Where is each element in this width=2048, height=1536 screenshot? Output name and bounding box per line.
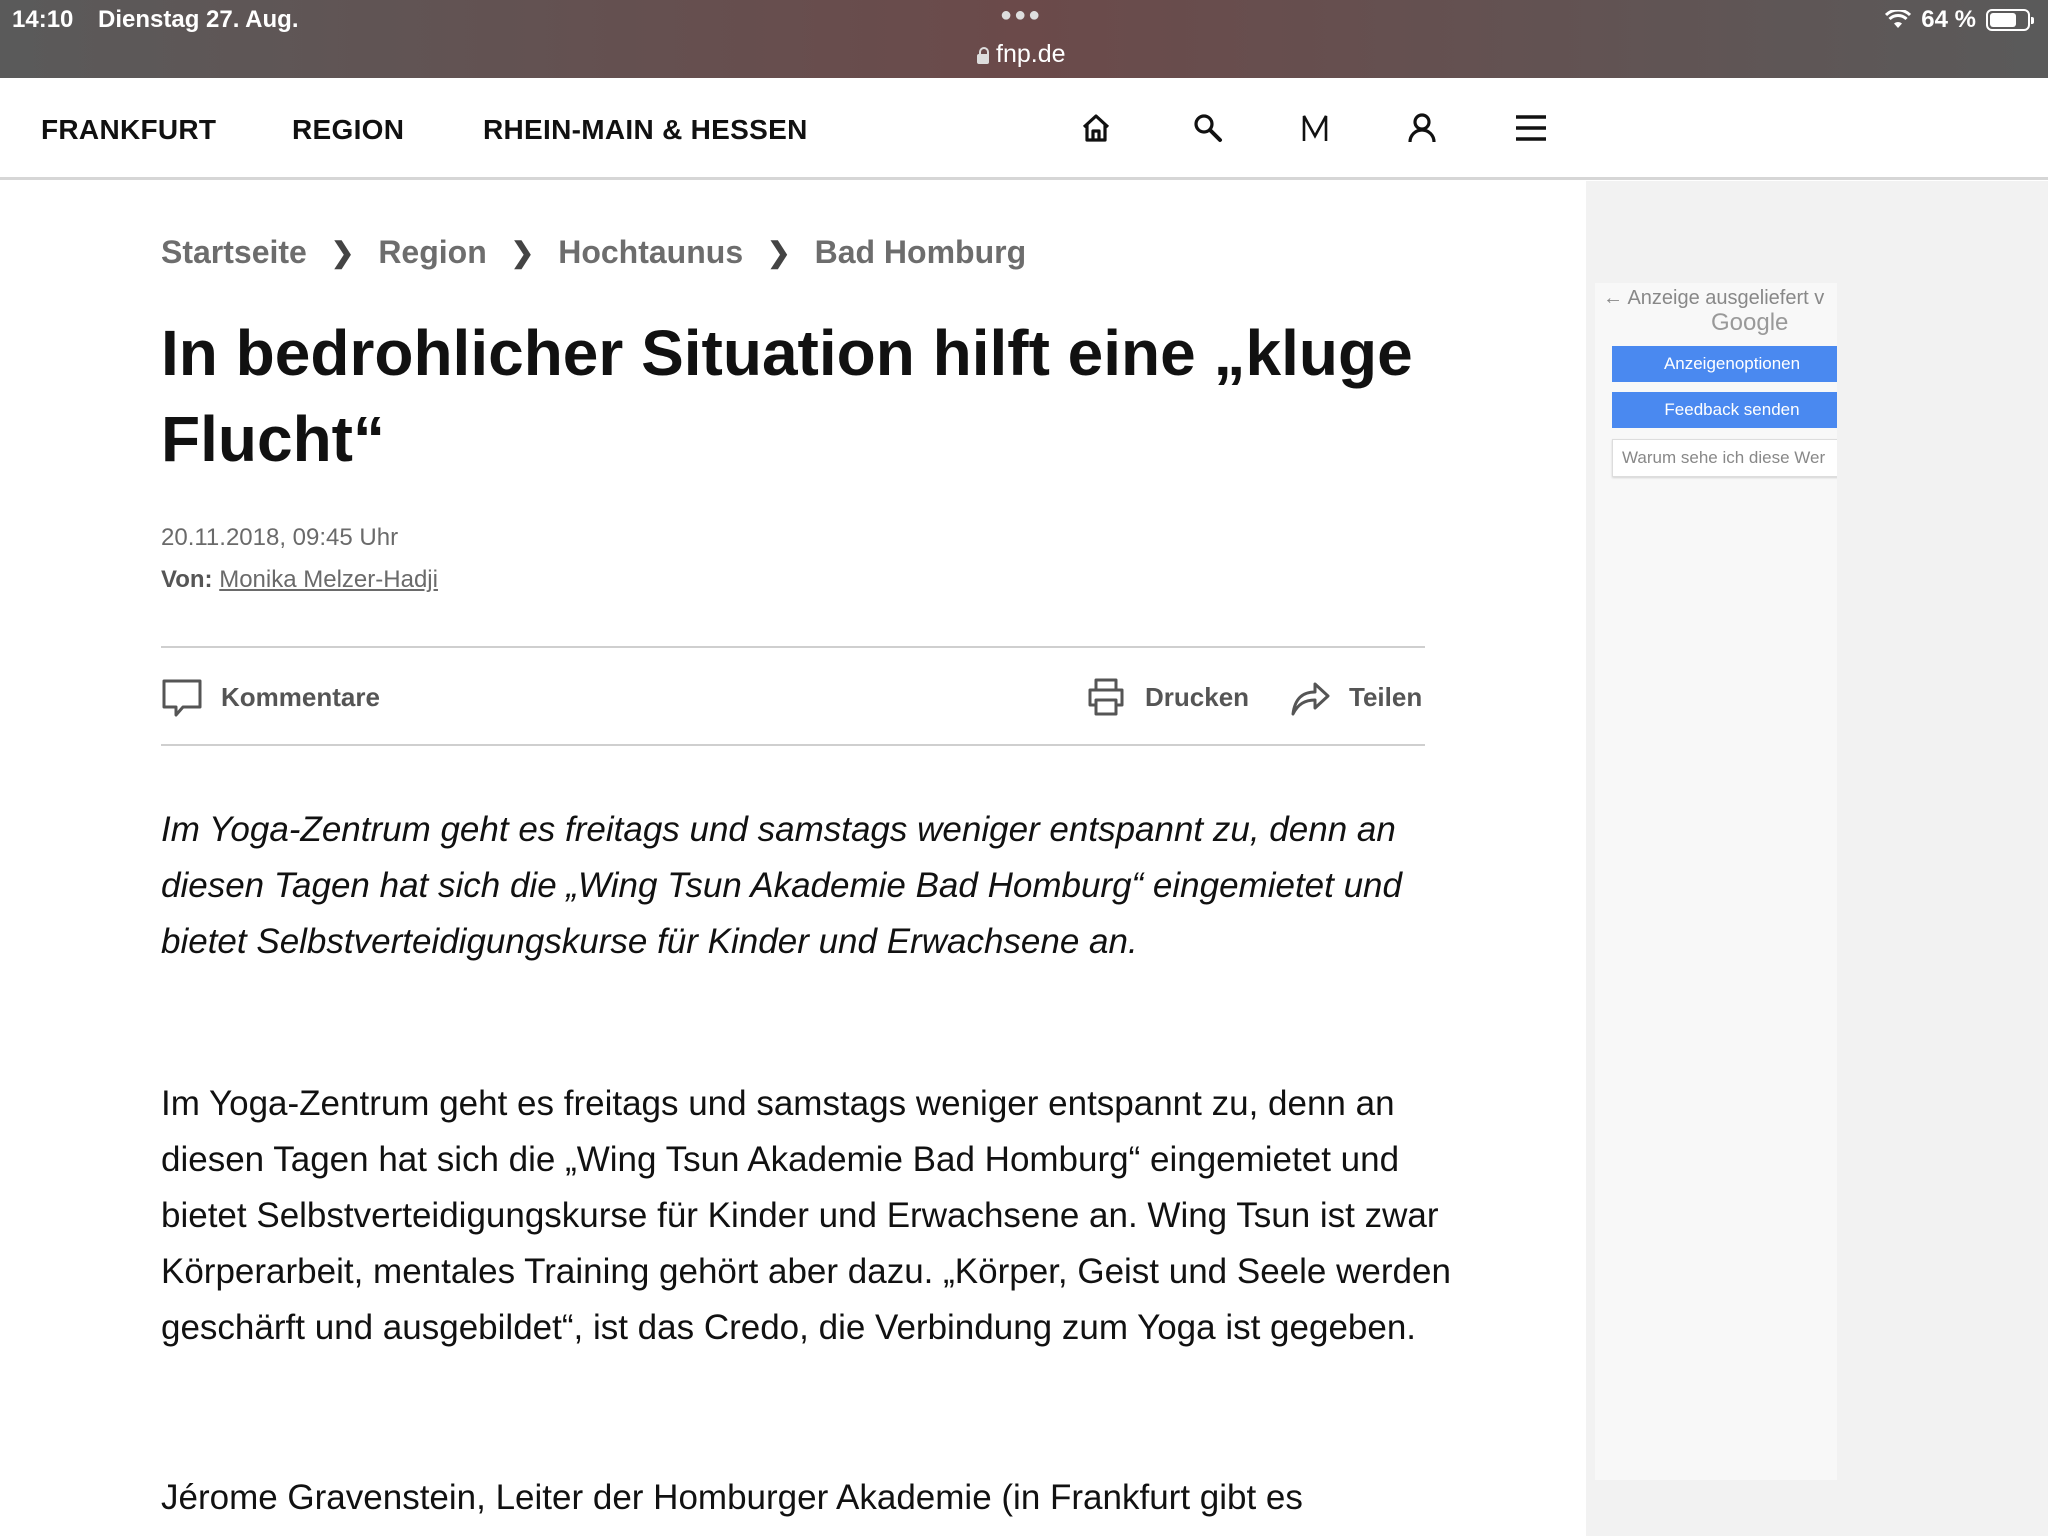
- share-button[interactable]: [1289, 676, 1422, 718]
- breadcrumb-region[interactable]: Region: [378, 234, 487, 270]
- status-bar: [0, 0, 2048, 78]
- lock-icon: [976, 46, 990, 64]
- breadcrumb-hochtaunus[interactable]: Hochtaunus: [558, 234, 744, 270]
- user-icon[interactable]: [1402, 108, 1442, 148]
- article-headline: In bedrohlicher Situation hilft eine „kluge Flucht“: [161, 317, 1413, 475]
- chevron-right-icon: ❯: [510, 237, 535, 268]
- breadcrumb: [161, 234, 1026, 271]
- multitasking-dots-icon[interactable]: ●●●: [1000, 4, 1043, 26]
- share-label: Teilen: [1349, 681, 1423, 712]
- back-arrow-icon: ←: [1603, 287, 1623, 309]
- ad-delivered-label: Anzeige ausgeliefert v: [1627, 287, 1825, 309]
- author-line: [161, 566, 438, 594]
- comments-label: Kommentare: [221, 681, 380, 712]
- print-label: Drucken: [1145, 681, 1250, 712]
- nav-frankfurt[interactable]: FRANKFURT: [41, 114, 217, 145]
- article-toolbar: [161, 646, 1425, 746]
- battery-icon: [1986, 9, 2030, 31]
- wifi-icon: [1885, 10, 1911, 30]
- breadcrumb-startseite[interactable]: Startseite: [161, 234, 307, 270]
- m-icon[interactable]: [1295, 108, 1335, 148]
- date: Dienstag 27. Aug.: [98, 6, 299, 33]
- chevron-right-icon: ❯: [330, 237, 355, 268]
- nav-rhein-main-hessen[interactable]: RHEIN-MAIN & HESSEN: [483, 114, 808, 145]
- search-icon[interactable]: [1188, 108, 1228, 148]
- comments-button[interactable]: [161, 676, 380, 718]
- clock: 14:10: [12, 6, 74, 33]
- address-bar[interactable]: [976, 40, 1066, 69]
- nav-region[interactable]: REGION: [292, 114, 405, 145]
- article-paragraph: Im Yoga-Zentrum geht es freitags und samstags weniger entspannt zu, denn an diesen Tagen hat sich die „Wing Tsun Akademie Bad Homburg“ eingemietet und bietet Selbstverteidigungskurse für Kinder und Erwachsene an. Wing Tsun ist zwar Körperarbeit, mentales Training gehört aber dazu. „Körper, Geist und Seele werden geschärft und ausgebildet“, ist das Credo, die Verbindung zum Yoga ist gegeben.: [161, 1084, 1451, 1347]
- chevron-right-icon: ❯: [767, 237, 791, 268]
- home-icon[interactable]: [1076, 108, 1116, 148]
- url-text: fnp.de: [996, 40, 1066, 68]
- comment-icon: [161, 676, 203, 718]
- menu-icon[interactable]: [1511, 108, 1551, 148]
- breadcrumb-bad-homburg[interactable]: Bad Homburg: [814, 234, 1027, 270]
- why-this-ad-link[interactable]: Warum sehe ich diese Wer: [1612, 439, 1837, 477]
- publish-date: 20.11.2018, 09:45 Uhr: [161, 524, 399, 551]
- printer-icon: [1085, 676, 1127, 718]
- ad-delivered-by[interactable]: [1603, 287, 1824, 310]
- author-label: Von:: [161, 566, 213, 593]
- author-link[interactable]: Monika Melzer-Hadji: [219, 566, 438, 593]
- share-icon: [1289, 676, 1331, 718]
- google-logo: Google: [1711, 309, 1789, 336]
- article-paragraph: Jérome Gravenstein, Leiter der Homburger Akademie (in Frankfurt gibt es: [161, 1478, 1303, 1517]
- print-button[interactable]: [1085, 676, 1249, 718]
- ad-feedback-panel: [1595, 283, 1837, 1480]
- article-lead: Im Yoga-Zentrum geht es freitags und samstags weniger entspannt zu, denn an diesen Tagen hat sich die „Wing Tsun Akademie Bad Homburg“ eingemietet und bietet Selbstverteidigungskurse für Kinder und Erwachsene an.: [161, 810, 1402, 961]
- ad-options-button[interactable]: Anzeigenoptionen: [1612, 346, 1837, 382]
- site-navigation: [0, 78, 2048, 180]
- battery-percent: 64 %: [1921, 6, 1976, 33]
- status-indicators: [1885, 6, 2030, 34]
- feedback-button[interactable]: Feedback senden: [1612, 392, 1837, 428]
